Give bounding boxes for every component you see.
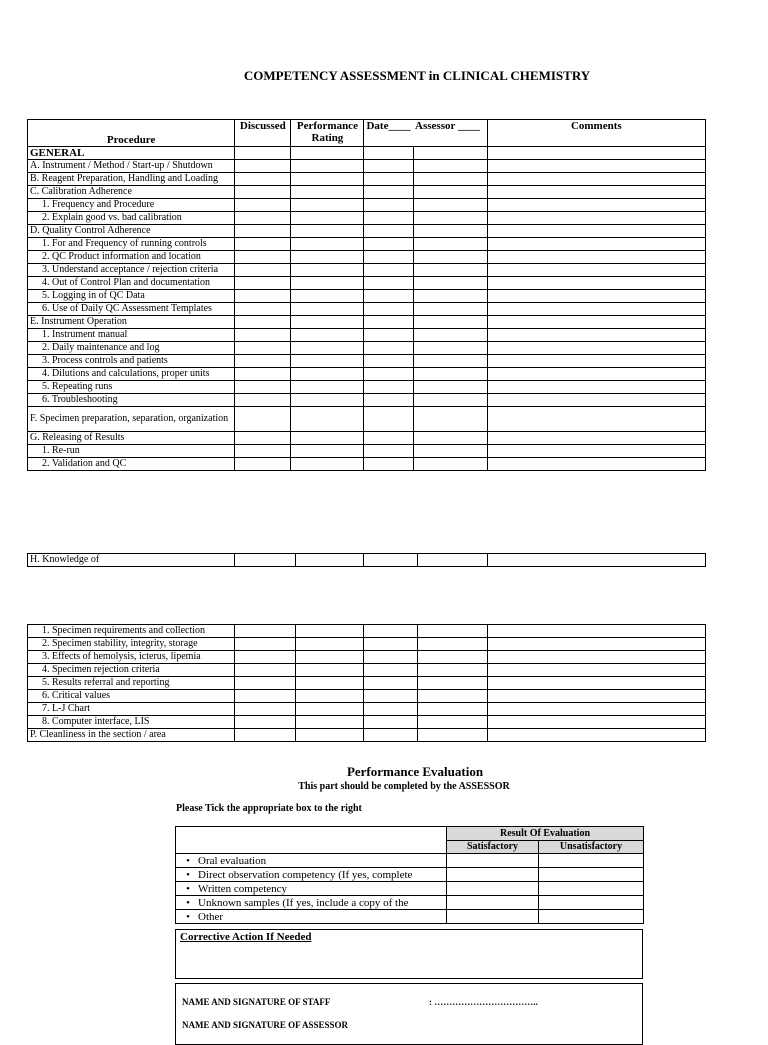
procedure-label: 1. Specimen requirements and collection [28, 625, 235, 638]
assessor-cell[interactable] [413, 199, 487, 212]
signature-box [175, 983, 643, 1045]
comments-cell[interactable] [487, 381, 705, 394]
procedure-table-general [27, 119, 706, 471]
performance-rating-cell[interactable] [296, 729, 364, 742]
discussed-cell[interactable] [235, 199, 291, 212]
procedure-label: 1. Instrument manual [28, 329, 235, 342]
discussed-cell[interactable] [235, 664, 296, 677]
comments-cell[interactable] [487, 173, 705, 186]
procedure-label: 4. Dilutions and calculations, proper units [28, 368, 235, 381]
assessor-cell[interactable] [413, 238, 487, 251]
date-cell[interactable] [364, 264, 413, 277]
procedure-label: 3. Understand acceptance / rejection criteria [28, 264, 235, 277]
comments-cell[interactable] [487, 664, 705, 677]
performance-rating-cell[interactable] [291, 264, 364, 277]
discussed-cell[interactable] [235, 445, 291, 458]
evaluation-table [175, 826, 644, 924]
procedure-label: 6. Critical values [28, 690, 235, 703]
discussed-cell[interactable] [235, 329, 291, 342]
evaluation-instruction: Please Tick the appropriate box to the right [176, 803, 362, 814]
comments-cell[interactable] [487, 703, 705, 716]
date-cell[interactable] [364, 329, 413, 342]
evaluation-title: Performance Evaluation [346, 764, 484, 779]
discussed-cell[interactable] [235, 212, 291, 225]
discussed-cell[interactable] [235, 677, 296, 690]
procedure-label: H. Knowledge of [28, 554, 235, 567]
date-cell[interactable] [364, 355, 413, 368]
date-cell[interactable] [364, 432, 413, 445]
unsatisfactory-checkbox[interactable] [539, 868, 644, 882]
procedure-row [28, 355, 706, 368]
unsatisfactory-header: Unsatisfactory [539, 841, 644, 854]
performance-rating-cell[interactable] [291, 316, 364, 329]
procedure-row [28, 238, 706, 251]
discussed-cell[interactable] [235, 355, 291, 368]
procedure-row [28, 690, 706, 703]
procedure-label: 5. Repeating runs [28, 381, 235, 394]
date-cell[interactable] [364, 394, 413, 407]
procedure-label: D. Quality Control Adherence [28, 225, 235, 238]
procedure-row [28, 432, 706, 445]
performance-rating-cell[interactable] [296, 625, 364, 638]
procedure-row [28, 677, 706, 690]
procedure-row [28, 554, 706, 567]
performance-rating-cell[interactable] [291, 225, 364, 238]
procedure-label: 2. Explain good vs. bad calibration [28, 212, 235, 225]
discussed-cell[interactable] [235, 554, 296, 567]
assessor-cell[interactable] [413, 368, 487, 381]
header-discussed: Discussed [235, 120, 291, 147]
procedure-label: 4. Out of Control Plan and documentation [28, 277, 235, 290]
comments-cell[interactable] [487, 264, 705, 277]
performance-rating-cell[interactable] [291, 432, 364, 445]
comments-cell[interactable] [487, 199, 705, 212]
discussed-cell[interactable] [235, 394, 291, 407]
assessor-cell[interactable] [417, 554, 487, 567]
comments-cell[interactable] [487, 225, 705, 238]
satisfactory-checkbox[interactable] [447, 882, 539, 896]
comments-cell[interactable] [487, 445, 705, 458]
procedure-row [28, 445, 706, 458]
bullet-icon: • [186, 868, 190, 881]
procedure-row [28, 381, 706, 394]
discussed-cell[interactable] [235, 147, 291, 160]
evaluation-subtitle: This part should be completed by the ASSESSOR [298, 781, 510, 792]
performance-rating-cell[interactable] [291, 147, 364, 160]
procedure-row [28, 638, 706, 651]
performance-rating-cell[interactable] [291, 251, 364, 264]
date-cell[interactable] [364, 625, 417, 638]
evaluation-item [176, 868, 447, 882]
evaluation-item-label: Oral evaluation [198, 854, 267, 867]
discussed-cell[interactable] [235, 186, 291, 199]
comments-cell[interactable] [487, 303, 705, 316]
performance-rating-cell[interactable] [291, 212, 364, 225]
evaluation-item [176, 910, 447, 924]
evaluation-item [176, 882, 447, 896]
unsatisfactory-checkbox[interactable] [539, 896, 644, 910]
satisfactory-checkbox[interactable] [447, 854, 539, 868]
procedure-label: 6. Use of Daily QC Assessment Templates [28, 303, 235, 316]
assessor-cell[interactable] [413, 251, 487, 264]
performance-rating-cell[interactable] [291, 290, 364, 303]
satisfactory-checkbox[interactable] [447, 910, 539, 924]
discussed-cell[interactable] [235, 316, 291, 329]
procedure-row [28, 394, 706, 407]
procedure-row [28, 186, 706, 199]
date-cell[interactable] [364, 342, 413, 355]
date-cell[interactable] [364, 729, 417, 742]
discussed-cell[interactable] [235, 716, 296, 729]
discussed-cell[interactable] [235, 458, 291, 471]
assessor-cell[interactable] [413, 277, 487, 290]
date-cell[interactable] [364, 251, 413, 264]
discussed-cell[interactable] [235, 729, 296, 742]
date-cell[interactable] [364, 651, 417, 664]
evaluation-row [176, 854, 644, 868]
procedure-row [28, 160, 706, 173]
assessor-cell[interactable] [413, 173, 487, 186]
performance-rating-cell[interactable] [296, 677, 364, 690]
date-cell[interactable] [364, 445, 413, 458]
assessor-cell[interactable] [413, 432, 487, 445]
procedure-label: 2. Specimen stability, integrity, storage [28, 638, 235, 651]
procedure-label: 3. Process controls and patients [28, 355, 235, 368]
comments-cell[interactable] [487, 729, 705, 742]
satisfactory-checkbox[interactable] [447, 868, 539, 882]
corrective-action-label: Corrective Action If Needed [180, 931, 312, 943]
procedure-label: 7. L-J Chart [28, 703, 235, 716]
procedure-row [28, 225, 706, 238]
header-comments: Comments [487, 120, 705, 147]
discussed-cell[interactable] [235, 690, 296, 703]
performance-rating-cell[interactable] [296, 703, 364, 716]
comments-cell[interactable] [487, 147, 705, 160]
procedure-label: 6. Troubleshooting [28, 394, 235, 407]
discussed-cell[interactable] [235, 251, 291, 264]
comments-cell[interactable] [487, 277, 705, 290]
bullet-icon: • [186, 896, 190, 909]
assessor-signature-label: NAME AND SIGNATURE OF ASSESSOR [182, 1020, 349, 1030]
discussed-cell[interactable] [235, 432, 291, 445]
date-cell[interactable] [364, 290, 413, 303]
comments-cell[interactable] [487, 368, 705, 381]
procedure-table-knowledge-items [27, 624, 706, 742]
date-cell[interactable] [364, 554, 417, 567]
assessor-cell[interactable] [413, 160, 487, 173]
date-cell[interactable] [364, 147, 413, 160]
procedure-row [28, 368, 706, 381]
comments-cell[interactable] [487, 651, 705, 664]
procedure-row [28, 716, 706, 729]
evaluation-row [176, 896, 644, 910]
assessor-cell[interactable] [417, 729, 487, 742]
assessor-cell[interactable] [413, 264, 487, 277]
procedure-row [28, 212, 706, 225]
procedure-table-knowledge [27, 553, 706, 567]
performance-rating-cell[interactable] [291, 342, 364, 355]
procedure-label: 1. For and Frequency of running controls [28, 238, 235, 251]
date-cell[interactable] [364, 716, 417, 729]
performance-rating-cell[interactable] [291, 407, 364, 432]
comments-cell[interactable] [487, 355, 705, 368]
assessor-cell[interactable] [413, 394, 487, 407]
performance-rating-cell[interactable] [291, 199, 364, 212]
performance-rating-cell[interactable] [291, 329, 364, 342]
assessor-cell[interactable] [413, 445, 487, 458]
evaluation-item-label: Direct observation competency (If yes, complete [198, 868, 413, 881]
procedure-label: 5. Results referral and reporting [28, 677, 235, 690]
discussed-cell[interactable] [235, 342, 291, 355]
performance-rating-cell[interactable] [291, 394, 364, 407]
evaluation-row [176, 882, 644, 896]
performance-rating-cell[interactable] [296, 651, 364, 664]
date-cell[interactable] [364, 225, 413, 238]
procedure-label: C. Calibration Adherence [28, 186, 235, 199]
header-procedure: Procedure [28, 120, 235, 147]
procedure-row [28, 303, 706, 316]
procedure-row [28, 458, 706, 471]
procedure-label: B. Reagent Preparation, Handling and Loading [28, 173, 235, 186]
staff-signature-field[interactable]: : …………………………….. [429, 997, 538, 1007]
performance-rating-cell[interactable] [291, 355, 364, 368]
header-assessor: Assessor ____ [413, 120, 487, 147]
performance-rating-cell[interactable] [296, 638, 364, 651]
performance-rating-cell[interactable] [291, 173, 364, 186]
date-cell[interactable] [364, 186, 413, 199]
date-cell[interactable] [364, 316, 413, 329]
procedure-label: P. Cleanliness in the section / area [28, 729, 235, 742]
procedure-row [28, 703, 706, 716]
performance-rating-cell[interactable] [291, 277, 364, 290]
comments-cell[interactable] [487, 458, 705, 471]
procedure-label: 1. Re-run [28, 445, 235, 458]
discussed-cell[interactable] [235, 638, 296, 651]
evaluation-item [176, 896, 447, 910]
discussed-cell[interactable] [235, 277, 291, 290]
procedure-row [28, 729, 706, 742]
performance-rating-cell[interactable] [291, 368, 364, 381]
date-cell[interactable] [364, 690, 417, 703]
date-cell[interactable] [364, 703, 417, 716]
performance-rating-cell[interactable] [296, 554, 364, 567]
comments-cell[interactable] [487, 316, 705, 329]
procedure-row [28, 147, 706, 160]
date-cell[interactable] [364, 638, 417, 651]
procedure-row [28, 251, 706, 264]
comments-cell[interactable] [487, 554, 705, 567]
evaluation-item-label: Other [198, 910, 224, 923]
discussed-cell[interactable] [235, 238, 291, 251]
procedure-label: 2. QC Product information and location [28, 251, 235, 264]
date-cell[interactable] [364, 407, 413, 432]
performance-rating-cell[interactable] [296, 716, 364, 729]
bullet-icon: • [186, 854, 190, 867]
discussed-cell[interactable] [235, 303, 291, 316]
date-cell[interactable] [364, 677, 417, 690]
date-cell[interactable] [364, 277, 413, 290]
procedure-label: 3. Effects of hemolysis, icterus, lipemia [28, 651, 235, 664]
evaluation-row [176, 910, 644, 924]
assessor-cell[interactable] [417, 716, 487, 729]
assessor-cell[interactable] [413, 225, 487, 238]
discussed-cell[interactable] [235, 651, 296, 664]
discussed-cell[interactable] [235, 381, 291, 394]
comments-cell[interactable] [487, 251, 705, 264]
assessor-cell[interactable] [417, 677, 487, 690]
satisfactory-header: Satisfactory [447, 841, 539, 854]
performance-rating-cell[interactable] [296, 690, 364, 703]
procedure-row [28, 199, 706, 212]
discussed-cell[interactable] [235, 225, 291, 238]
procedure-row [28, 290, 706, 303]
procedure-label: 1. Frequency and Procedure [28, 199, 235, 212]
procedure-row [28, 277, 706, 290]
unsatisfactory-checkbox[interactable] [539, 882, 644, 896]
assessor-cell[interactable] [417, 651, 487, 664]
comments-cell[interactable] [487, 638, 705, 651]
comments-cell[interactable] [487, 290, 705, 303]
comments-cell[interactable] [487, 394, 705, 407]
procedure-label: G. Releasing of Results [28, 432, 235, 445]
assessor-cell[interactable] [413, 407, 487, 432]
assessor-cell[interactable] [413, 186, 487, 199]
discussed-cell[interactable] [235, 703, 296, 716]
date-cell[interactable] [364, 664, 417, 677]
date-cell[interactable] [364, 458, 413, 471]
assessor-cell[interactable] [417, 664, 487, 677]
assessor-cell[interactable] [413, 316, 487, 329]
performance-rating-cell[interactable] [291, 381, 364, 394]
procedure-label: GENERAL [28, 147, 235, 160]
assessor-cell[interactable] [413, 342, 487, 355]
header-performance-rating: Performance Rating [291, 120, 364, 147]
procedure-label: 8. Computer interface, LIS [28, 716, 235, 729]
procedure-label: F. Specimen preparation, separation, organization [28, 407, 235, 432]
procedure-row [28, 342, 706, 355]
comments-cell[interactable] [487, 432, 705, 445]
assessor-cell[interactable] [417, 638, 487, 651]
discussed-cell[interactable] [235, 290, 291, 303]
assessor-cell[interactable] [413, 212, 487, 225]
date-cell[interactable] [364, 160, 413, 173]
discussed-cell[interactable] [235, 625, 296, 638]
unsatisfactory-checkbox[interactable] [539, 854, 644, 868]
procedure-row [28, 316, 706, 329]
comments-cell[interactable] [487, 186, 705, 199]
assessor-cell[interactable] [413, 458, 487, 471]
discussed-cell[interactable] [235, 173, 291, 186]
assessor-cell[interactable] [413, 355, 487, 368]
procedure-label: 5. Logging in of QC Data [28, 290, 235, 303]
unsatisfactory-checkbox[interactable] [539, 910, 644, 924]
date-cell[interactable] [364, 368, 413, 381]
performance-rating-cell[interactable] [291, 238, 364, 251]
performance-rating-cell[interactable] [291, 186, 364, 199]
assessor-cell[interactable] [417, 690, 487, 703]
date-cell[interactable] [364, 381, 413, 394]
assessor-cell[interactable] [413, 303, 487, 316]
assessor-cell[interactable] [413, 381, 487, 394]
discussed-cell[interactable] [235, 264, 291, 277]
comments-cell[interactable] [487, 160, 705, 173]
procedure-label: 2. Daily maintenance and log [28, 342, 235, 355]
evaluation-blank-header [176, 827, 447, 854]
discussed-cell[interactable] [235, 160, 291, 173]
date-cell[interactable] [364, 238, 413, 251]
procedure-label: E. Instrument Operation [28, 316, 235, 329]
procedure-row [28, 173, 706, 186]
page-title: COMPETENCY ASSESSMENT in CLINICAL CHEMISTRY [243, 68, 591, 83]
discussed-cell[interactable] [235, 368, 291, 381]
date-cell[interactable] [364, 303, 413, 316]
comments-cell[interactable] [487, 716, 705, 729]
date-cell[interactable] [364, 212, 413, 225]
procedure-row [28, 329, 706, 342]
comments-cell[interactable] [487, 329, 705, 342]
performance-rating-cell[interactable] [291, 458, 364, 471]
bullet-icon: • [186, 910, 190, 923]
evaluation-row [176, 868, 644, 882]
performance-rating-cell[interactable] [291, 160, 364, 173]
procedure-row [28, 664, 706, 677]
date-cell[interactable] [364, 199, 413, 212]
performance-rating-cell[interactable] [291, 303, 364, 316]
procedure-row [28, 625, 706, 638]
performance-rating-cell[interactable] [296, 664, 364, 677]
procedure-row [28, 407, 706, 432]
comments-cell[interactable] [487, 238, 705, 251]
comments-cell[interactable] [487, 342, 705, 355]
procedure-row [28, 264, 706, 277]
discussed-cell[interactable] [235, 407, 291, 432]
comments-cell[interactable] [487, 407, 705, 432]
assessor-cell[interactable] [413, 329, 487, 342]
date-cell[interactable] [364, 173, 413, 186]
performance-rating-cell[interactable] [291, 445, 364, 458]
evaluation-item-label: Written competency [198, 882, 288, 895]
comments-cell[interactable] [487, 690, 705, 703]
assessor-cell[interactable] [413, 147, 487, 160]
corrective-action-box[interactable] [175, 929, 643, 979]
assessor-cell[interactable] [417, 703, 487, 716]
procedure-label: 4. Specimen rejection criteria [28, 664, 235, 677]
comments-cell[interactable] [487, 677, 705, 690]
result-header: Result Of Evaluation [447, 827, 644, 841]
satisfactory-checkbox[interactable] [447, 896, 539, 910]
evaluation-item-label: Unknown samples (If yes, include a copy of the [198, 896, 409, 909]
staff-signature-label: NAME AND SIGNATURE OF STAFF [182, 997, 331, 1007]
header-date: Date____ [364, 120, 413, 147]
assessor-cell[interactable] [413, 290, 487, 303]
procedure-label: A. Instrument / Method / Start-up / Shutdown [28, 160, 235, 173]
bullet-icon: • [186, 882, 190, 895]
procedure-row [28, 651, 706, 664]
comments-cell[interactable] [487, 625, 705, 638]
evaluation-item [176, 854, 447, 868]
assessor-cell[interactable] [417, 625, 487, 638]
procedure-label: 2. Validation and QC [28, 458, 235, 471]
comments-cell[interactable] [487, 212, 705, 225]
